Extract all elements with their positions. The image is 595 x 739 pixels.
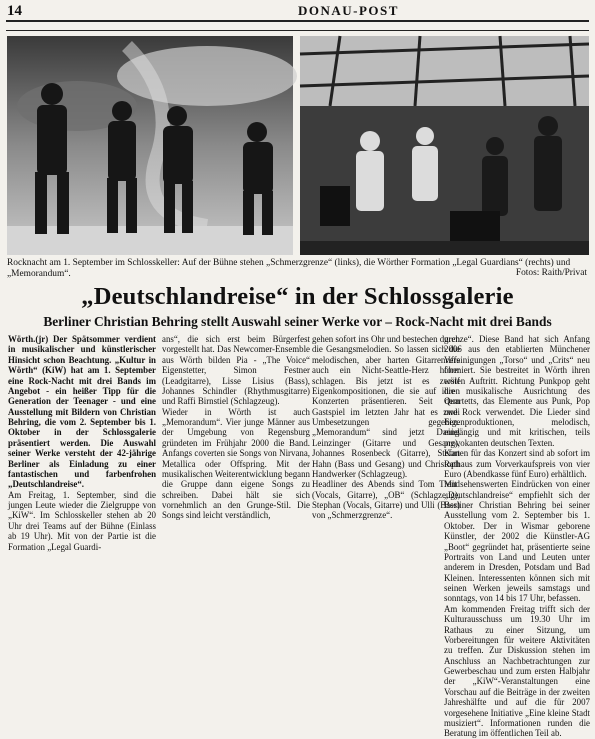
header-rule xyxy=(6,20,589,22)
newspaper-name: DONAU-POST xyxy=(298,3,399,18)
photo-legal-guardians xyxy=(300,36,589,255)
photo-right-graphic xyxy=(300,36,589,255)
photo-left-graphic xyxy=(7,36,293,255)
photo-credit: Fotos: Raith/Privat xyxy=(515,268,587,278)
article-col1-body: Am Freitag, 1. September, sind die jungen Leute wieder die Zielgruppe von „KiW“. Im Schlosskeller stehen ab 20 Uhr drei Teams auf der Bühne (Einlass ab 19 Uhr). Mit von der Partie ist die Formation „Legal Guardi- xyxy=(8,489,156,552)
photo-caption: Rocknacht am 1. September im Schlosskeller: Auf der Bühne stehen „Schmerzgrenze“ (links), die Wörther Formation „Legal Guardians“ (rechts) und „Memorandum“. xyxy=(7,258,571,279)
article-subheadline: Berliner Christian Behring stellt Auswahl seiner Werke vor – Rock-Nacht mit drei Bands xyxy=(43,314,552,329)
article-column-3: gehen sofort ins Ohr und bestechen durch die Gesangsmelodien. So lassen sich die melodischen, aber harten Gitarrenriffs auch ein Nicht-Seattle-Herz höher schlagen. Bis jetzt ist es zwölf Eigenkompositionen, die sie auf ihren Konzerten präsentieren. Seit dem Gastspiel im letzten Jahr hat es zwei Umbesetzungen gegeben. „Memorandum“ sind jetzt Daniel Leinzinger (Gitarre und Gesang), Johannes Rosenbeck (Gitarre), Stefan Hahn (Bass und Gesang) und Christoph Handwerker (Schlagzeug). Headliner des Abends sind Tom Trend (Vocals, Gitarre), „OB“ (Schlagzeug), Stephan (Vocals, Gitarre) und Ulli (Bass) von „Schmerzgrenze“. xyxy=(312,334,460,521)
article-headline: „Deutschlandreise“ in der Schlossgalerie xyxy=(81,283,514,310)
page-number: 14 xyxy=(7,3,22,19)
article-column-2: ans“, die sich erst beim Bürgerfest vorgestellt hat. Das Newcomer-Ensemble aus Wörth bilden Pia - „The Voice“ Eigenstetter, Simon Festner (Leadgitarre), Lisse Lisius (Bass), Johannes Schindler (Rhythmusgitarre) und Raffi Birnstiel (Schlagzeug). Wieder in Wörth ist auch „Memorandum“. Vier junge Männer aus der Umgebung von Regensburg gründeten im Frühjahr 2000 die Band. Anfangs coverten sie Songs von Nirvana, Metallica oder Offspring. Mit der musikalischen Weiterentwicklung begann die Gruppe dann eigene Songs zu schreiben. Dabei hält sie sich vornehmlich an den Grunge-Stil. Die Songs sind leicht verständlich, xyxy=(162,334,310,521)
photo-schmerzgrenze xyxy=(7,36,293,255)
top-rule xyxy=(6,30,589,31)
article-column-1 xyxy=(8,334,156,554)
article-lead: Wörth.(jr) Der Spätsommer verdient in musikalischer und künstlerischer Hinsicht schon Beachtung. „Kultur in Wörth“ (KiW) hat am 1. September eine Rock-Nacht mit drei Bands im Angebot - ein heißer Tipp für die Generation der Teenager - und eine Ausstellung mit Bildern von Christian Behring, die vom 2. September bis 1. Oktober in der Schlossgalerie präsentiert werden. Die Auswahl seiner Werke versteht der 42-jährige Berliner als Einladung zu einer fantastischen und farbenfrohen „Deutschlandreise“. xyxy=(8,334,156,490)
article-column-4: grenze“. Diese Band hat sich Anfang 2006 aus den etablierten Münchener Vereinigungen „Torso“ und „Crits“ neu formiert. Sie bestreitet in Wörth ihren ersten Auftritt. Richtung Punkpop geht die musikalische Ausrichtung des Quartetts, das Elemente aus Punk, Pop und Rock verwendet. Die Lieder sind Eigenproduktionen, melodisch, eingängig und mit kritischen, teils provokanten deutschen Texten. Karten für das Konzert sind ab sofort im Rathaus zum Vorverkaufspreis von vier Euro (Abendkasse fünf Euro) erhältlich. Mit sehenswerten Eindrücken von einer „Deutschlandreise“ empfiehlt sich der Berliner Christian Behring bei seiner Ausstellung vom 2. September bis 1. Oktober. Der in Wismar geborene Künstler, der 2002 die Künstler-AG „Boot“ gegründet hat, präsentierte seine Portraits von Land und Leuten unter anderem in Dresden, Potsdam und Bad Kleinen. Interessenten können sich mit seinen Werken jeweils samstags und sonntags, von 14 bis 17 Uhr, befassen. Am kommenden Freitag trifft sich der Kulturausschuss um 19.30 Uhr im Rathaus zu einer Sitzung, um Vorbereitungen für weitere Aktivitäten zu treffen. Zur Diskussion stehen im Anschluss an Nachbetrachtungen zur Gewerbeschau und zum ersten Halbjahr der „KiW“-Veranstaltungen eine Vorschau auf die Beiträge in der zweiten Jahreshälfte und auf die für 2007 vorgesehene Initiative „Eine kleine Stadt musiziert“. Informationen runden die Beratung im öffentlichen Teil ab. xyxy=(444,334,590,739)
